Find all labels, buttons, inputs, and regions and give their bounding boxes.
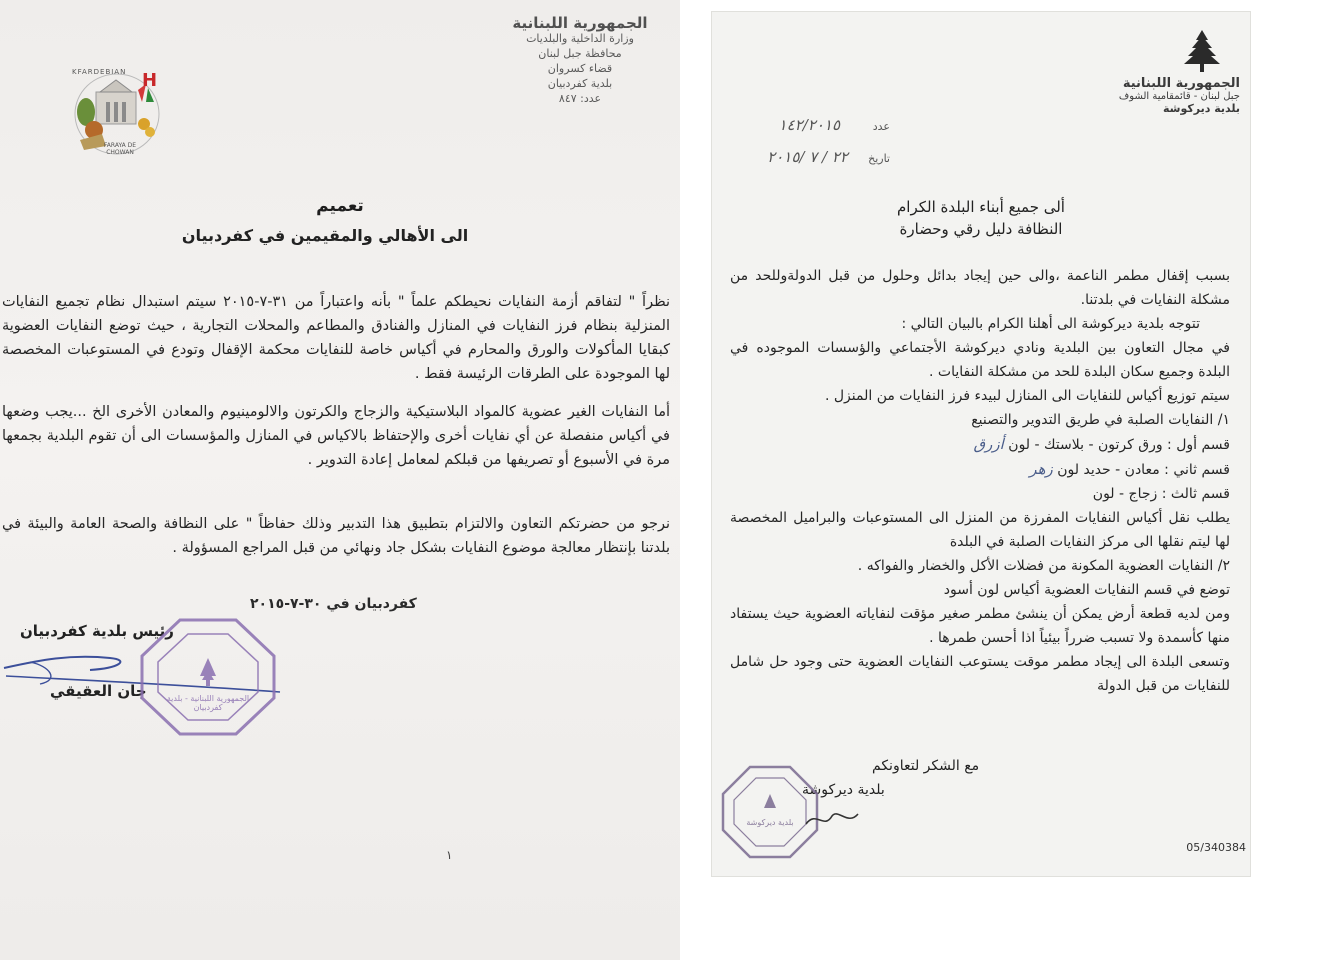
right-p3: في مجال التعاون بين البلدية ونادي ديركوشة الأجتماعي والؤسسات الموجوده في البلدة وجميع سكان البلدة للحد من مشكلة النفايات . — [730, 340, 1230, 380]
logo-letter: H — [142, 70, 158, 91]
circular-subtitle: الى الأهالي والمقيمين في كفردبيان — [181, 226, 469, 245]
right-category-1 — [730, 432, 1230, 457]
logo-text-top: KFARDEBIAN — [72, 68, 127, 76]
right-stamp-text: بلدية ديركوشة — [746, 818, 794, 827]
right-p7: ومن لديه قطعة أرض يمكن أن ينشئ مطمر صغير مؤقت لنفاياته العضوية حيث يستفاد منها كأسمدة ولا تسبب ضرراً بيئياً اذا أحسن طمرها . — [730, 606, 1230, 646]
left-stamp-text: الجمهورية اللبنانية - بلدية كفردبيان — [166, 694, 250, 712]
right-category-3: قسم ثالث : زجاج - لون — [1092, 486, 1230, 502]
left-paragraph-2: أما النفايات الغير عضوية كالمواد البلاستيكية والزجاج والكرتون والالومينيوم والمعادن الأخرى الخ ...يجب وضعها في أكياس منفصلة عن أي نفايات أخرى والإحتفاظ بالاكياس في المنازل والمؤسسات الى أن تقوم البلدية بجمعها مرة في الأسبوع أو تصريفها من قبلكم لمعامل إعادة التدوير . — [2, 404, 670, 468]
left-signer-name: جان العقيقي — [50, 682, 147, 700]
left-paragraph-1: نظراً " لتفاقم أزمة النفايات نحيطكم علماً " بأنه واعتباراً من ٣١-٧-٢٠١٥ سيتم استبدال نظام تجميع النفايات المنزلية بنظام فرز النفايات في المنازل والفنادق والمطاعم والمحلات التجارية ، حيث توضع النفايات العضوية كبقايا المأكولات والورق والمحارم في أكياس خاصة للنفايات محكمة الإقفال وتودع في المستوعبات المخصصة لها الموجودة على الطرقات الرئيسة فقط . — [2, 294, 671, 382]
right-number-label: عدد — [872, 120, 890, 133]
left-header-number: عدد: ٨٤٧ — [558, 92, 602, 105]
left-stamp-icon — [138, 616, 278, 738]
right-thanks: مع الشكر لتعاونكم — [872, 758, 980, 774]
right-date-value: ٢٢ / ٧ /٢٠١٥ — [767, 148, 848, 166]
left-date-line: كفردبيان في ٣٠-٧-٢٠١٥ — [250, 596, 417, 612]
cedar-emblem-icon — [1182, 28, 1222, 74]
left-header — [500, 16, 660, 106]
right-category-1-hand: أزرق — [973, 435, 1004, 453]
left-header-governorate: محافظة جبل لبنان — [538, 47, 622, 60]
right-section-1: ١/ النفايات الصلبة في طريق التدوير والتصنيع — [971, 412, 1230, 428]
right-number-value: ١٤٢/٢٠١٥ — [778, 116, 840, 134]
right-slogan: النظافة دليل رقي وحضارة — [899, 220, 1063, 238]
left-paragraph-1-wrap — [2, 290, 670, 386]
right-category-2 — [730, 457, 1230, 482]
right-document — [711, 11, 1251, 877]
left-paragraph-3: نرجو من حضرتكم التعاون والالتزام بتطبيق هذا التدبير وذلك حفاظاً " على النظافة والصحة العامة والبيئة في بلدتنا بإنتظار معالجة موضوع النفايات بشكل جاد ونهائي من قبل المراجع المسؤولة . — [2, 516, 670, 556]
left-paragraph-2-wrap — [2, 400, 670, 472]
right-addressee: ألى جميع أبناء البلدة الكرام — [897, 198, 1065, 216]
right-category-2-hand: زهر — [1029, 460, 1053, 478]
right-header-district: جبل لبنان - قائمقامية الشوف — [1118, 91, 1240, 102]
municipality-logo — [62, 62, 172, 162]
right-body — [730, 264, 1230, 698]
right-category-2-text: قسم ثاني : معادن - حديد لون — [1057, 462, 1230, 478]
right-p4: سيتم توزيع أكياس للنفايات الى المنازل لبيدء فرز النفايات من المنزل . — [824, 388, 1230, 404]
right-header-municipality: بلدية ديركوشة — [1162, 102, 1240, 115]
right-p5: يطلب نقل أكياس النفايات المفرزة من المنزل الى المستوعبات والبراميل المخصصة لها ليتم نقلها الى مركز النفايات الصلبة في البلدة — [730, 510, 1230, 550]
circular-title: تعميم — [316, 196, 364, 216]
left-municipal-stamp — [138, 616, 278, 738]
right-header-country: الجمهورية اللبنانية — [1122, 76, 1240, 91]
left-paragraph-3-wrap — [2, 512, 670, 560]
logo-text-bottom: FARAYA DE CHOWAN — [103, 142, 137, 156]
left-signer-title: رئيس بلدية كفردبيان — [20, 622, 174, 640]
right-serial-number: 05/340384 — [1186, 841, 1246, 854]
right-intro: بسبب إقفال مطمر الناعمة ،والى حين إيجاد بدائل وحلول من قبل الدولةوللحد من مشكلة النفايات في بلدتنا. — [730, 268, 1230, 308]
right-section-2: ٢/ النفايات العضوية المكونة من فضلات الأكل والخضار والفواكه . — [857, 558, 1230, 574]
right-category-1-text: قسم أول : ورق كرتون - بلاستك - لون — [1008, 437, 1230, 453]
left-header-ministry: وزارة الداخلية والبلديات — [526, 32, 634, 45]
left-header-country: الجمهورية اللبنانية — [512, 14, 648, 32]
right-p2: تتوجه بلدية ديركوشة الى أهلنا الكرام بالبيان التالي : — [901, 316, 1200, 332]
right-header — [1090, 76, 1240, 115]
left-header-municipality: بلدية كفردبيان — [547, 77, 613, 90]
left-header-district: قضاء كسروان — [547, 62, 613, 75]
right-date-label: تاريخ — [868, 152, 890, 165]
right-p6: توضع في قسم النفايات العضوية أكياس لون أسود — [943, 582, 1230, 598]
left-page-mark: ١ — [446, 848, 453, 862]
right-p8: وتسعى البلدة الى إيجاد مطمر موقت يستوعب النفايات العضوية حتى وجود حل شامل للنفايات من قبل الدولة — [730, 654, 1230, 694]
right-signature-scribble-icon — [802, 804, 862, 834]
right-signer: بلدية ديركوشة — [802, 782, 885, 798]
